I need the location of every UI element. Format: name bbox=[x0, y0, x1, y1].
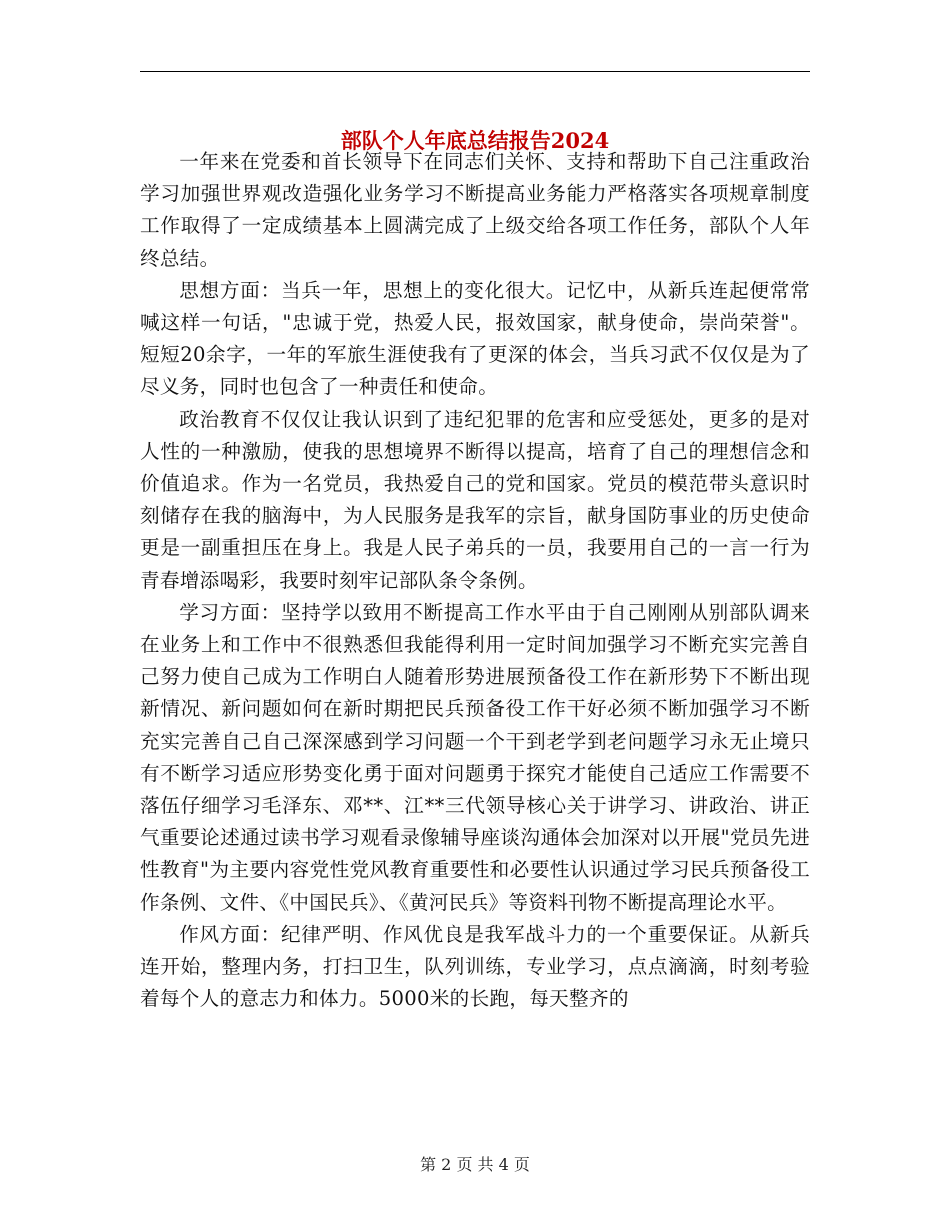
paragraph-thought: 思想方面：当兵一年，思想上的变化很大。记忆中，从新兵连起便常常喊这样一句话，"忠诚于党，热爱人民，报效国家，献身使命，崇尚荣誉"。短短20余字，一年的军旅生涯使我有了更深的体会，当兵习武不仅仅是为了尽义务，同时也包含了一种责任和使命。 bbox=[140, 278, 810, 399]
page-footer: 第 2 页 共 4 页 bbox=[420, 1155, 530, 1174]
paragraph-political-education: 政治教育不仅仅让我认识到了违纪犯罪的危害和应受惩处，更多的是对人性的一种激励，使我的思想境界不断得以提高，培育了自己的理想信念和价值追求。作为一名党员，我热爱自己的党和国家。党员的模范带头意识时刻储存在我的脑海中，为人民服务是我军的宗旨，献身国防事业的历史使命更是一副重担压在身上。我是人民子弟兵的一员，我要用自己的一言一行为青春增添喝彩，我要时刻牢记部队条令条例。 bbox=[140, 407, 810, 592]
document-body bbox=[140, 146, 810, 1015]
document-title: 部队个人年底总结报告2024 bbox=[340, 128, 610, 154]
paragraph-conduct: 作风方面：纪律严明、作风优良是我军战斗力的一个重要保证。从新兵连开始，整理内务，打扫卫生，队列训练，专业学习，点点滴滴，时刻考验着每个人的意志力和体力。5000米的长跑，每天整齐的 bbox=[140, 922, 810, 1011]
header-rule bbox=[140, 71, 810, 72]
paragraph-intro: 一年来在党委和首长领导下在同志们关怀、支持和帮助下自己注重政治学习加强世界观改造强化业务学习不断提高业务能力严格落实各项规章制度工作取得了一定成绩基本上圆满完成了上级交给各项工作任务，部队个人年终总结。 bbox=[140, 150, 810, 270]
paragraph-study: 学习方面：坚持学以致用不断提高工作水平由于自己刚刚从别部队调来在业务上和工作中不很熟悉但我能得利用一定时间加强学习不断充实完善自己努力使自己成为工作明白人随着形势进展预备役工作在新形势下不断出现新情况、新问题如何在新时期把民兵预备役工作干好必须不断加强学习不断充实完善自己自己深深感到学习问题一个干到老学到老问题学习永无止境只有不断学习适应形势变化勇于面对问题勇于探究才能使自己适应工作需要不落伍仔细学习毛泽东、邓**、江**三代领导核心关于讲学习、讲政治、讲正气重要论述通过读书学习观看录像辅导座谈沟通体会加深对以开展"党员先进性教育"为主要内容党性党风教育重要性和必要性认识通过学习民兵预备役工作条例、文件、《中国民兵》、《黄河民兵》等资料刊物不断提高理论水平。 bbox=[140, 600, 810, 914]
